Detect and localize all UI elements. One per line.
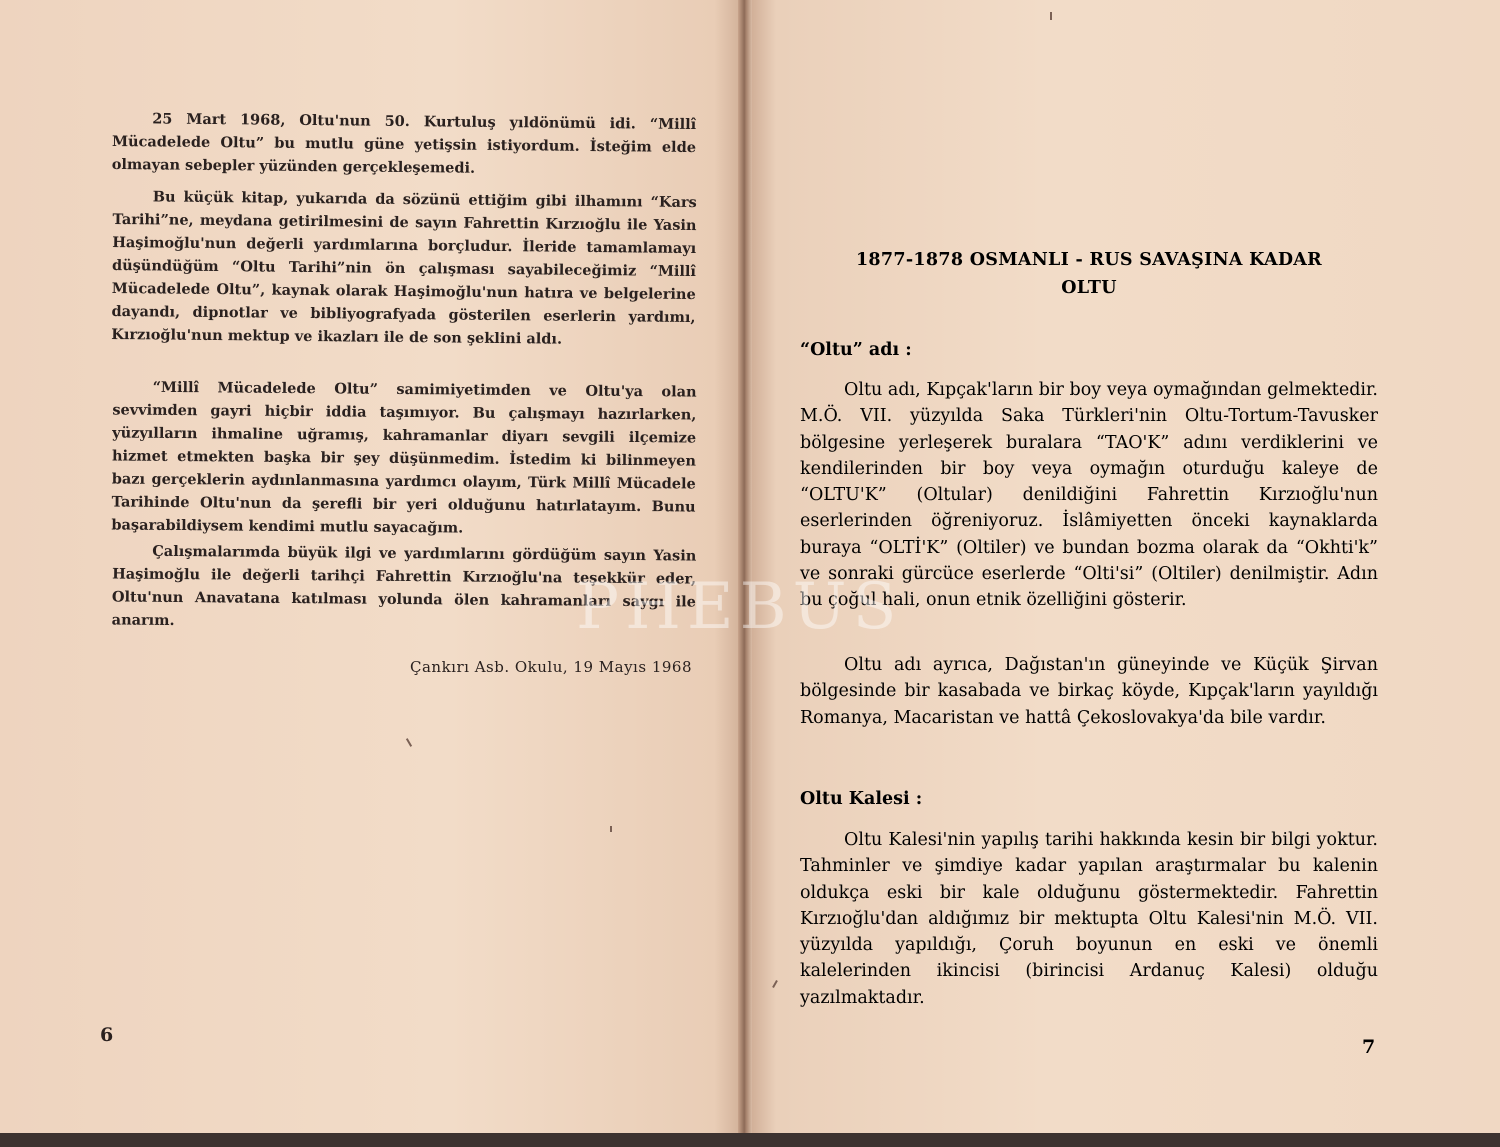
page-number-right: 7 [1362, 1036, 1376, 1058]
left-paragraph-4: Çalışmalarımda büyük ilgi ve yardımlarını gördüğüm sayın Yasin Haşimoğlu ile değerli tarihçi Fahrettin Kırzıoğlu'na teşekkür eder, Oltu'nun Anavatana katılması yolunda ölen kahramanları saygı ile anarım. [111, 542, 697, 629]
chapter-heading [800, 246, 1378, 302]
section-title-oltu-castle: Oltu Kalesi : [800, 789, 923, 809]
paper-speck [406, 738, 412, 747]
paper-speck [1050, 12, 1052, 20]
right-paragraph-1: Oltu adı, Kıpçak'ların bir boy veya oymağından gelmektedir. M.Ö. VII. yüzyılda Saka Türkleri'nin Oltu-Tortum-Tavusker bölgesine yerleşerek buralara “TAO'K” adını verdiklerini ve kendilerinden bir boy veya oymağın oturduğu kaleye de “OLTU'K” (Oltular) denildiğini Fahrettin Kırzıoğlu'nun eserlerinden öğreniyoruz. İslâmiyetten önceki kaynaklarda buraya “OLTİ'K” (Oltiler) ve bundan bozma olarak da “Okhti'k” ve sonraki gürcüce eserlerde “Olti'si” (Oltiler) denilmiştir. Adın bu çoğul hali, onun etnik özelliğini gösterir. [800, 380, 1378, 611]
chapter-heading-line-2: OLTU [1061, 278, 1117, 298]
left-paragraph-1: 25 Mart 1968, Oltu'nun 50. Kurtuluş yıldönümü idi. “Millî Mücadelede Oltu” bu mutlu güne yetişsin istiyordum. İsteğim elde olmayan sebepler yüzünden gerçekleşemedi. [111, 110, 697, 177]
right-paragraph-2: Oltu adı ayrıca, Dağıstan'ın güneyinde ve Küçük Şirvan bölgesinde bir kasabada ve birkaç köyde, Kıpçak'ların yayıldığı Romanya, Macaristan ve hattâ Çekoslovakya'da bile vardır. [800, 655, 1378, 728]
watermark: PHEBUS [576, 570, 903, 644]
page-number-left: 6 [100, 1024, 114, 1046]
left-paragraph-3: “Millî Mücadelede Oltu” samimiyetimden ve Oltu'ya olan sevvimden gayri hiçbir iddia taşımıyor. Bu çalışmayı hazırlarken, yüzyılların ihmaline uğramış, kahramanlar diyarı sevgili ilçemize hizmet etmekten başka bir şey düşünmedim. İstedim ki bilinmeyen bazı gerçeklerin aydınlanmasına yardımcı olayım, Türk Millî Mücadele Tarihinde Oltu'nun da şerefli bir yeri olduğunu hatırlatayım. Bunu başarabildiysem kendimi mutlu sayacağım. [111, 378, 697, 537]
paper-speck [610, 826, 612, 832]
right-paragraph-3: Oltu Kalesi'nin yapılış tarihi hakkında kesin bir bilgi yoktur. Tahminler ve şimdiye kadar yapılan araştırmalar bu kalenin oldukça eski bir kale olduğunu göstermektedir. Fahrettin Kırzıoğlu'dan aldığımız bir mektupta Oltu Kalesi'nin M.Ö. VII. yüzyılda yapıldığı, Çoruh boyunun en eski ve önemli kalelerinden ikincisi (birincisi Ardanuç Kalesi) olduğu yazılmaktadır. [800, 830, 1378, 1008]
bottom-edge [0, 1133, 1500, 1147]
signature-line: Çankırı Asb. Okulu, 19 Mayıs 1968 [410, 658, 692, 676]
section-title-oltu-name: “Oltu” adı : [800, 340, 912, 360]
chapter-heading-line-1: 1877-1878 OSMANLI - RUS SAVAŞINA KADAR [855, 250, 1323, 270]
left-paragraph-2: Bu küçük kitap, yukarıda da sözünü ettiğim gibi ilhamını “Kars Tarihi”ne, meydana getirilmesini de sayın Fahrettin Kırzıoğlu ile Yasin Haşimoğlu'nun değerli yardımlarına borçludur. İleride tamamlamayı düşündüğüm “Oltu Tarihi”nin ön çalışması sayabileceğimiz “Millî Mücadelede Oltu”, kaynak olarak Haşimoğlu'nun hatıra ve belgelerine dayandı, dipnotlar ve bibliyografyada gösterilen eserlerin yardımı, Kırzıoğlu'nun mektup ve ikazları ile de son şeklini aldı. [111, 188, 697, 348]
paper-speck [772, 980, 778, 988]
